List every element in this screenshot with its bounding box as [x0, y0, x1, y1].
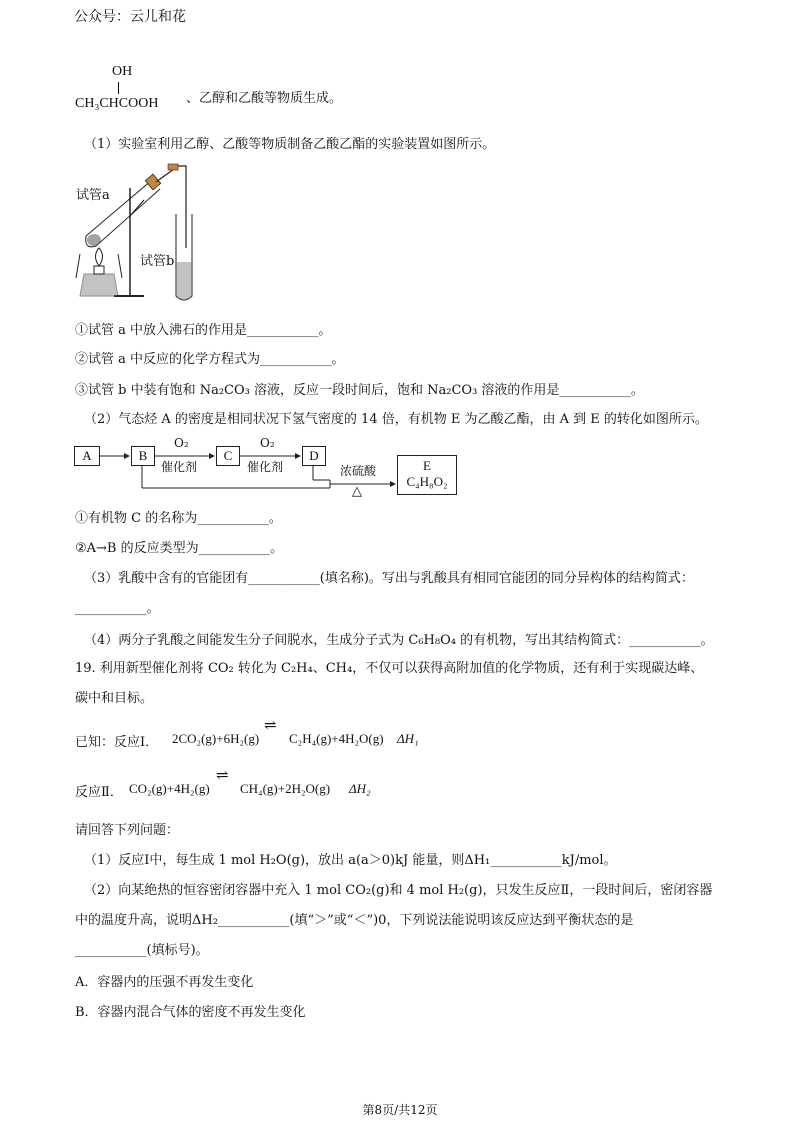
r2-right: CH₄(g)+2H₂O(g)	[240, 781, 331, 796]
flow-o2-2: O₂	[260, 436, 275, 450]
q1-s1: ①试管 a 中放入沸石的作用是___________。	[75, 323, 332, 338]
option-a: A．容器内的压强不再发生变化	[75, 975, 254, 990]
p19-q2-line2: 中的温度升高，说明ΔH₂___________(填“＞”或“＜”)0，下列说法能说明该反应达到平衡状态的是	[75, 913, 634, 928]
r2-label: 反应Ⅱ．	[75, 785, 123, 800]
r1-label: 已知：反应Ⅰ．	[75, 735, 159, 750]
p19-ask: 请回答下列问题：	[75, 823, 180, 838]
q2-s1: ①有机物 C 的名称为___________。	[75, 511, 282, 526]
r1-right: C₂H₄(g)+4H₂O(g)	[289, 731, 384, 746]
p19-q1: （1）反应Ⅰ中，每生成 1 mol H₂O(g)，放出 a(a＞0)kJ 能量，则ΔH₁___________kJ/mol。	[84, 853, 617, 868]
q1-s2: ②试管 a 中反应的化学方程式为___________。	[75, 352, 345, 367]
q1-s3: ③试管 b 中装有饱和 Na₂CO₃ 溶液，反应一段时间后，饱和 Na₂CO₃ 溶液的作用是___________。	[75, 383, 644, 398]
flow-acid: 浓硫酸	[340, 464, 377, 478]
flow-box-a: A	[74, 446, 100, 466]
q2-intro: （2）气态烃 A 的密度是相同状况下氢气密度的 14 倍，有机物 E 为乙酸乙酯，由 A 到 E 的转化如图所示。	[84, 412, 708, 427]
p19-line1: 19. 利用新型催化剂将 CO₂ 转化为 C₂H₄、CH₄，不仅可以获得高附加值的化学物质，还有利于实现碳达峰、	[75, 661, 704, 676]
r2-equilibrium-arrow: ⇌	[216, 766, 229, 784]
option-b: B．容器内混合气体的密度不再发生变化	[75, 1005, 306, 1020]
r2-dh: ΔH₂	[349, 781, 371, 796]
lactic-tail: 、乙醇和乙酸等物质生成。	[186, 91, 343, 106]
flow-heat: △	[352, 484, 362, 499]
flow-e-label: E	[423, 458, 431, 473]
lactic-oh: OH	[112, 64, 133, 79]
page-footer: 第8页/共12页	[362, 1103, 438, 1117]
q3-line1: （3）乳酸中含有的官能团有___________(填名称)。写出与乳酸具有相同官能团的同分异构体的结构简式：	[84, 571, 694, 586]
flow-o2-1: O₂	[174, 436, 189, 450]
lactic-formula: CH₃CHCOOH	[75, 96, 159, 111]
flow-box-e	[397, 455, 457, 495]
r1-equilibrium-arrow: ⇌	[264, 716, 277, 734]
flow-cat-1: 催化剂	[161, 460, 198, 474]
flow-box-c: C	[216, 446, 240, 466]
flow-arrows	[0, 0, 800, 520]
q1-intro: （1）实验室利用乙醇、乙酸等物质制备乙酸乙酯的实验装置如图所示。	[84, 137, 496, 152]
r1-dh: ΔH₁	[397, 731, 419, 746]
p19-q2-line3: ___________(填标号)。	[75, 943, 209, 958]
page-header: 公众号：云儿和花	[74, 9, 186, 25]
r1-left: 2CO₂(g)+6H₂(g)	[172, 731, 260, 746]
flow-box-d: D	[302, 446, 326, 466]
tube-a-label: 试管a	[76, 188, 110, 203]
tube-b-label: 试管b	[140, 254, 175, 269]
r2-left: CO₂(g)+4H₂(g)	[129, 781, 210, 796]
p19-q2-line1: （2）向某绝热的恒容密闭容器中充入 1 mol CO₂(g)和 4 mol H₂(g)，只发生反应Ⅱ，一段时间后，密闭容器	[84, 883, 713, 898]
flow-e-formula: C₄H₈O₂	[406, 474, 448, 489]
q4: （4）两分子乳酸之间能发生分子间脱水，生成分子式为 C₆H₈O₄ 的有机物，写出其结构简式：___________。	[84, 633, 714, 648]
flow-box-b: B	[131, 446, 155, 466]
q2-s2: ②A→B 的反应类型为___________。	[75, 541, 284, 556]
p19-line2: 碳中和目标。	[75, 691, 154, 706]
flow-cat-2: 催化剂	[247, 460, 284, 474]
q3-line2: ___________。	[75, 601, 160, 616]
